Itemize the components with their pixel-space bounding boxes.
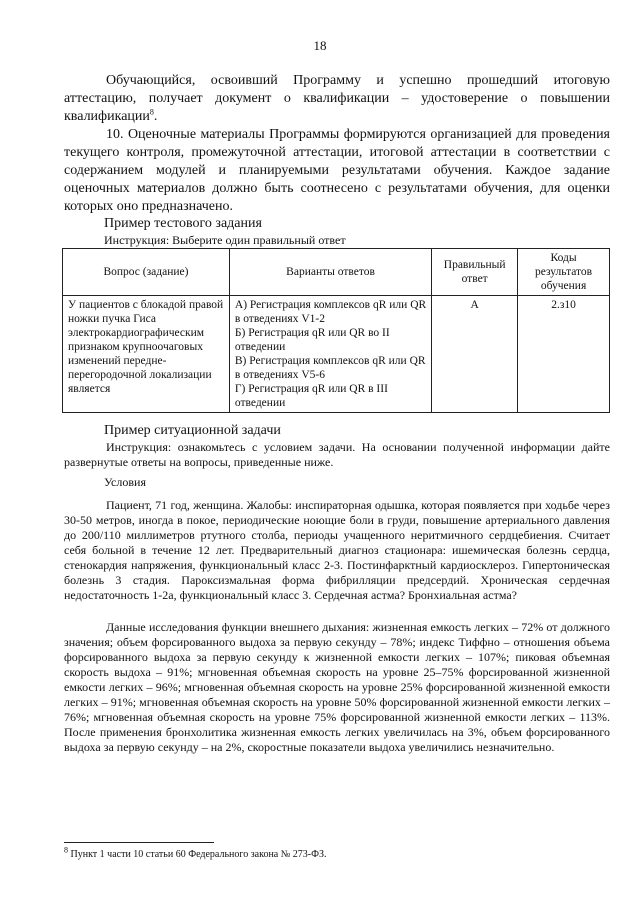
answers-cell xyxy=(229,296,431,413)
paragraph-certificate-text: Обучающийся, освоивший Программу и успешно прошедший итоговую аттестацию, получает документ о квалификации – удостоверение о повышении квалификации xyxy=(64,73,610,124)
paragraph-assessment-materials: 10. Оценочные материалы Программы формируются организацией для проведения текущего контроля, промежуточной аттестации, итоговой аттестации в соответствии с содержанием модулей и планируемыми результатами обучения. Каждое задание оценочных материалов должно быть соотнесено с результатами обучения, для оценки которых оно предназначено. xyxy=(64,127,610,214)
answer-option-a: А) Регистрация комплексов qR или QR в отведениях V1-2 xyxy=(234,299,427,325)
test-task-table xyxy=(62,248,610,413)
footnote-marker: 8 xyxy=(64,845,68,855)
result-code-cell: 2.з10 xyxy=(518,296,610,413)
header-answers: Варианты ответов xyxy=(229,249,431,296)
question-cell: У пациентов с блокадой правой ножки пучка Гиса электрокардиографическим признаком крупноочаговых изменений передне-перегородочной локализации является xyxy=(63,296,230,413)
header-question: Вопрос (задание) xyxy=(63,249,230,296)
answer-option-c: В) Регистрация комплексов qR или QR в отведениях V5-6 xyxy=(234,355,426,381)
conditions-heading: Условия xyxy=(104,475,146,489)
paragraph-certificate xyxy=(64,72,610,126)
table-row xyxy=(63,296,610,413)
footnote-divider xyxy=(64,842,214,843)
answer-option-d: Г) Регистрация qR или QR в III отведении xyxy=(234,383,388,409)
correct-answer-cell: А xyxy=(432,296,518,413)
situational-example-heading: Пример ситуационной задачи xyxy=(104,423,281,438)
table-header-row xyxy=(63,249,610,296)
answer-option-b: Б) Регистрация qR или QR во II отведении xyxy=(234,327,390,353)
header-codes: Коды результатов обучения xyxy=(518,249,610,296)
footnote xyxy=(64,845,327,861)
situational-instruction: Инструкция: ознакомьтесь с условием задачи. На основании полученной информации дайте развернутые ответы на вопросы, приведенные ниже. xyxy=(64,440,610,469)
header-correct: Правильный ответ xyxy=(432,249,518,296)
test-example-heading: Пример тестового задания xyxy=(104,216,262,231)
page-number: 18 xyxy=(313,38,327,53)
footnote-text: Пункт 1 части 10 статьи 60 Федерального закона № 273-ФЗ. xyxy=(68,849,327,860)
footnote-ref: 8 xyxy=(149,107,154,117)
paragraph-certificate-end: . xyxy=(153,109,158,124)
test-instruction: Инструкция: Выберите один правильный ответ xyxy=(104,233,346,247)
respiratory-function-data: Данные исследования функции внешнего дыхания: жизненная емкость легких – 72% от должного значения; объем форсированного выдоха за первую секунду – 78%; индекс Тиффно – отношения объема форсированного выдоха за первую секунду к жизненной емкости легких – 107%; пиковая объемная скорость выдоха – 91%; мгновенная объемная скорость на уровне 25–75% форсированной жизненной емкости легких – 96%; мгновенная объемная скорость на уровне 25% форсированной жизненной емкости легких – 91%; мгновенная объемная скорость на уровне 50% форсированной жизненной емкости легких – 76%; мгновенная объемная скорость на уровне 75% форсированной жизненной емкости легких – 113%. После применения бронхолитика жизненная емкость легких увеличилась на 3%, объем форсированного выдоха за первую секунду – на 2%, скоростные показатели выдоха увеличились незначительно. xyxy=(64,620,610,754)
case-description: Пациент, 71 год, женщина. Жалобы: инспираторная одышка, которая появляется при ходьбе через 30-50 метров, иногда в покое, периодические ноющие боли в груди, повышение артериального давления до 200/110 миллиметров ртутного столба, периоды учащенного неритмичного сердцебиения. Считает себя больной в течение 12 лет. Предварительный диагноз стационара: ишемическая болезнь сердца, стенокардия напряжения, функциональный класс 2-3. Постинфарктный кардиосклероз. Гипертоническая болезнь 3 стадия. Пароксизмальная форма фибрилляции предсердий. Хроническая сердечная недостаточность 1-2а, функциональный класс 3. Сердечная астма? Бронхиальная астма? xyxy=(64,498,610,602)
